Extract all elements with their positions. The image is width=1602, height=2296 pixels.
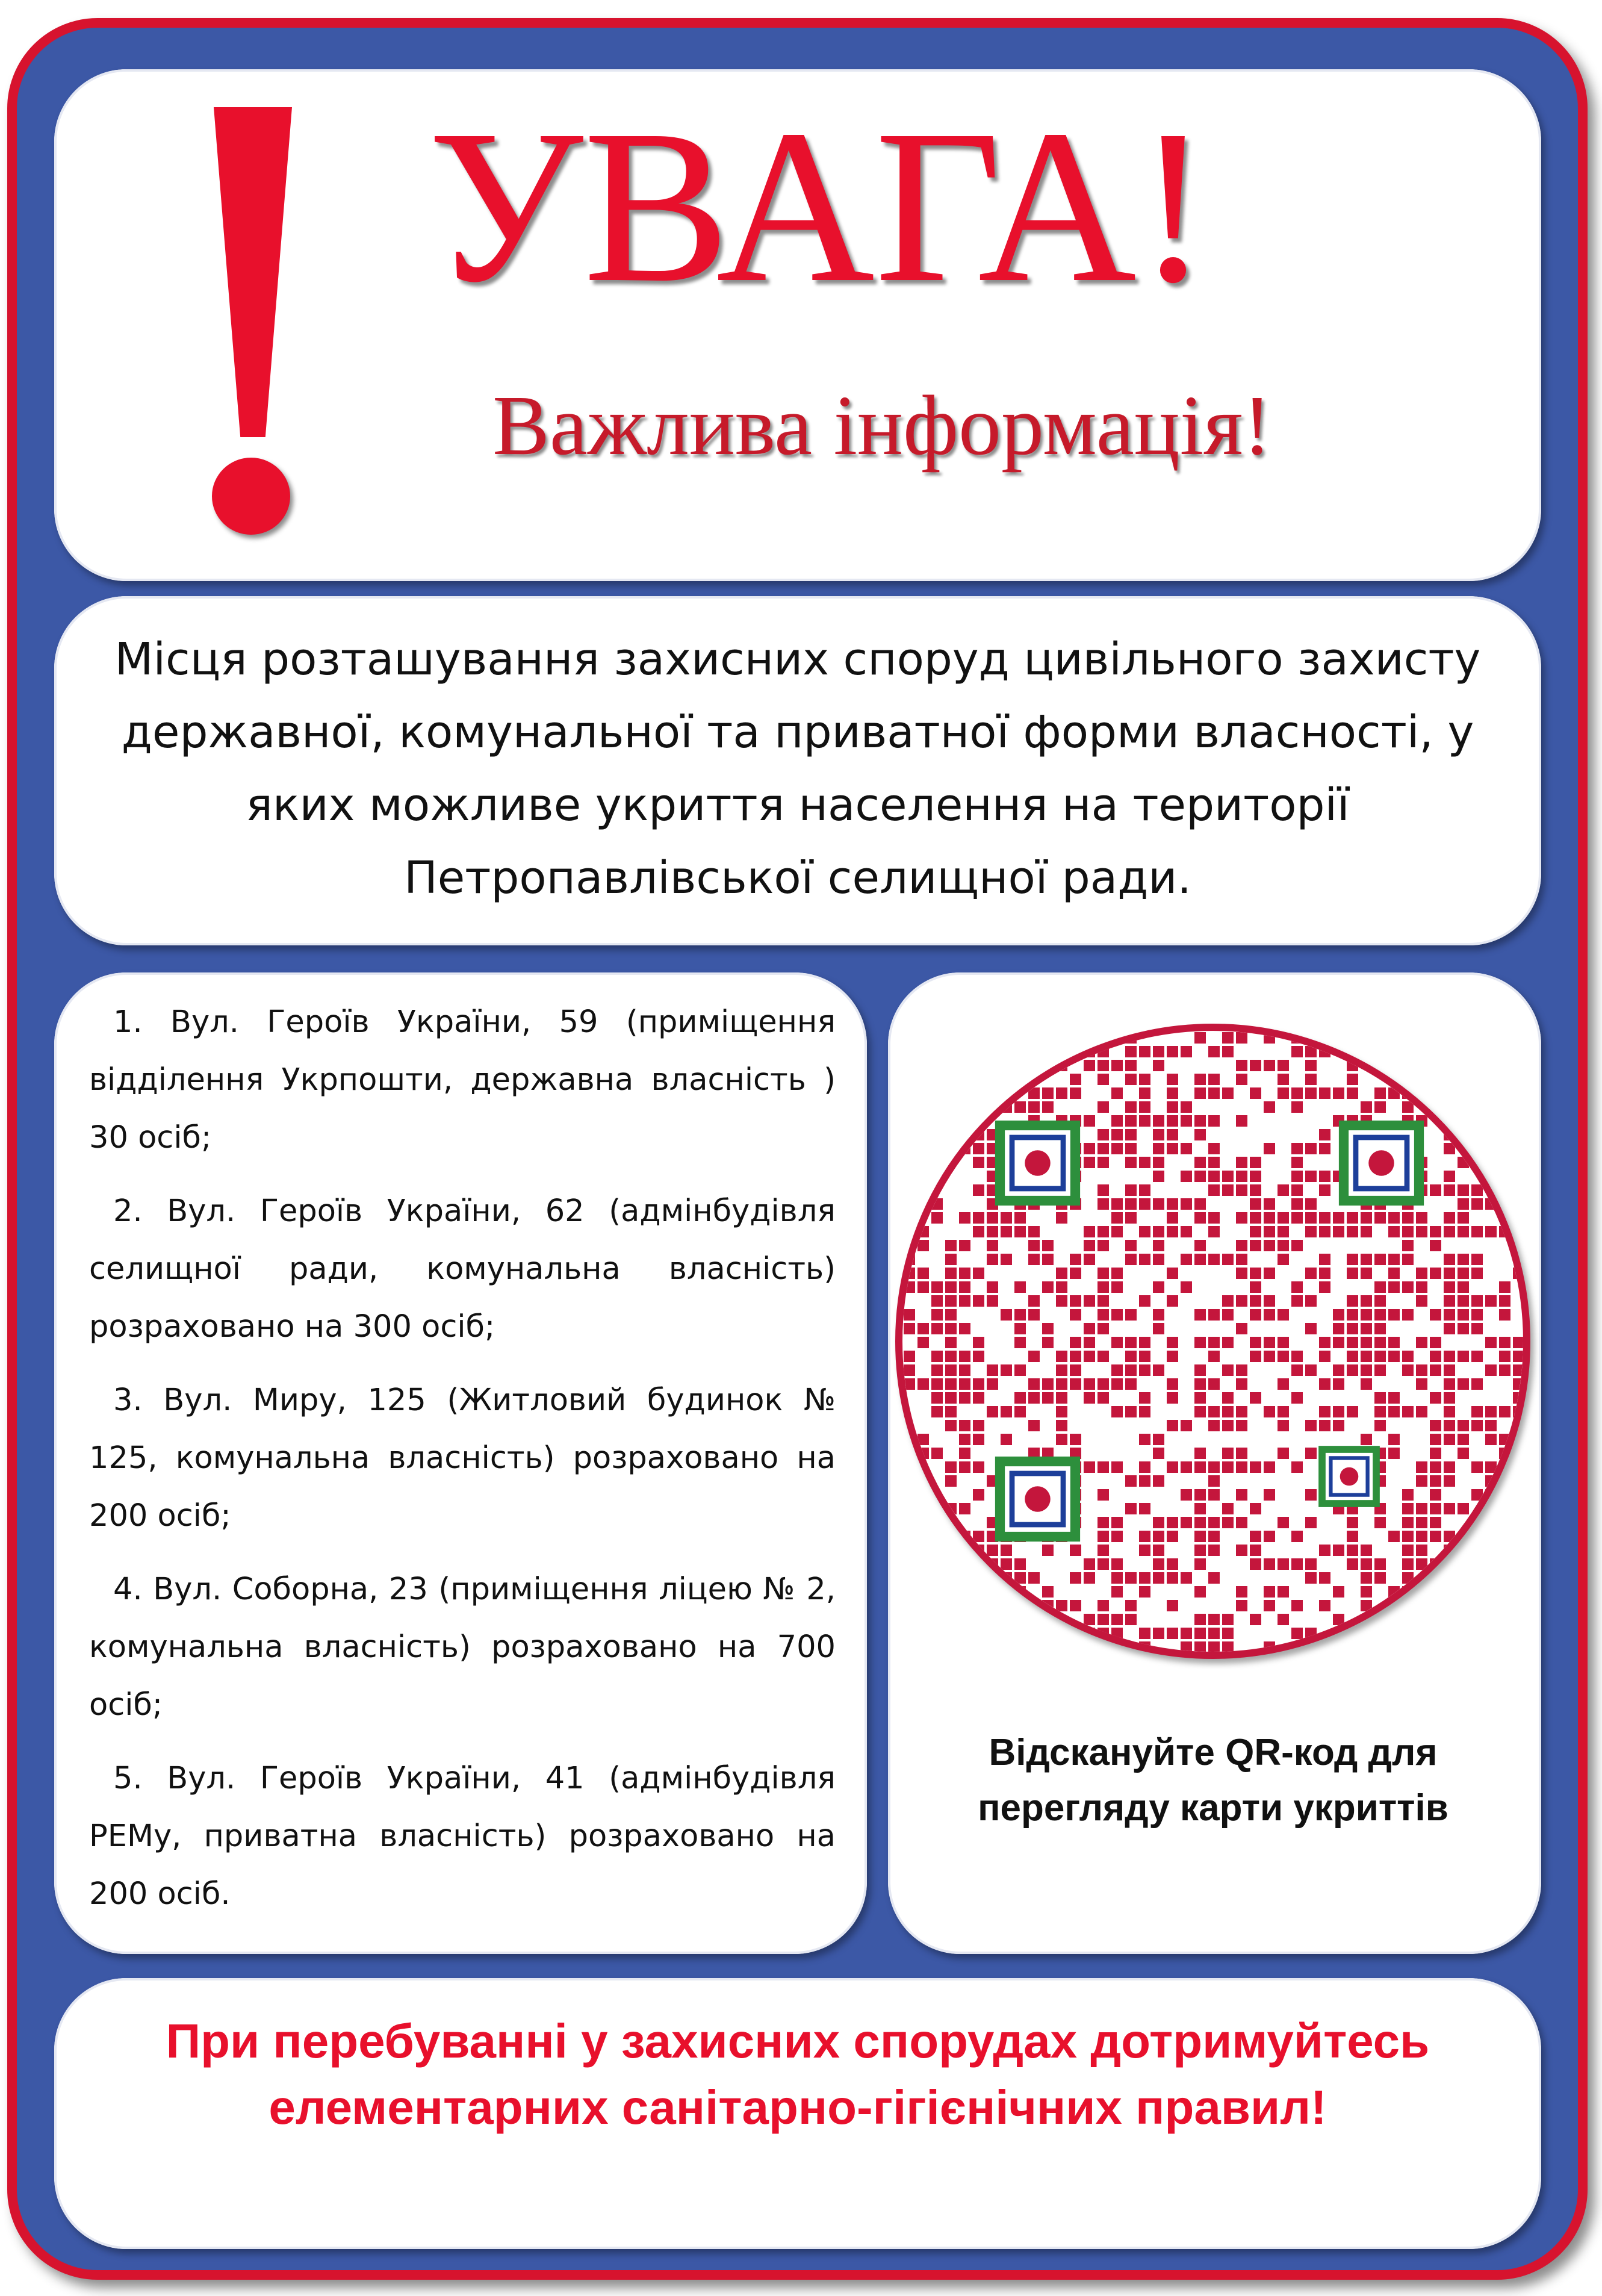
exclamation-dot-icon xyxy=(212,458,290,535)
qr-caption: Відскануйте QR-код для перегляду карти укриттів xyxy=(978,1732,1448,1829)
list-item: 1. Вул. Героїв України, 59 (приміщення відділення Укрпошти, державна власність ) 30 осіб; xyxy=(89,1004,836,1156)
list-item: 3. Вул. Миру, 125 (Житловий будинок № 125, комунальна власність) розраховано на 200 осіб; xyxy=(89,1383,836,1534)
list-item: 4. Вул. Соборна, 23 (приміщення ліцею № 2, комунальна власність) розраховано на 700 осіб; xyxy=(89,1572,836,1723)
intro-text: Місця розташування захисних споруд цивільного захисту державної, комунальної та приватної форми власності, у яких можливе укриття населення на території Петропавлівської селищної ради. xyxy=(114,633,1481,904)
page-subtitle: Важлива інформація! xyxy=(492,378,1271,473)
page-title: УВАГА! xyxy=(427,84,1210,328)
shelter-list xyxy=(89,994,836,1939)
list-item: 5. Вул. Героїв України, 41 (адмінбудівля РЕМу, приватна власність) розраховано на 200 осіб. xyxy=(89,1761,836,1912)
footer-warning: При перебуванні у захисних спорудах дотримуйтесь елементарних санітарно-гігієнічних правил! xyxy=(166,2014,1430,2134)
qr-code[interactable] xyxy=(895,1024,1530,1659)
list-item: 2. Вул. Героїв України, 62 (адмінбудівля селищної ради, комунальна власність) розраховано на 300 осіб; xyxy=(89,1193,836,1345)
qr-code-graphic xyxy=(902,1031,1523,1652)
